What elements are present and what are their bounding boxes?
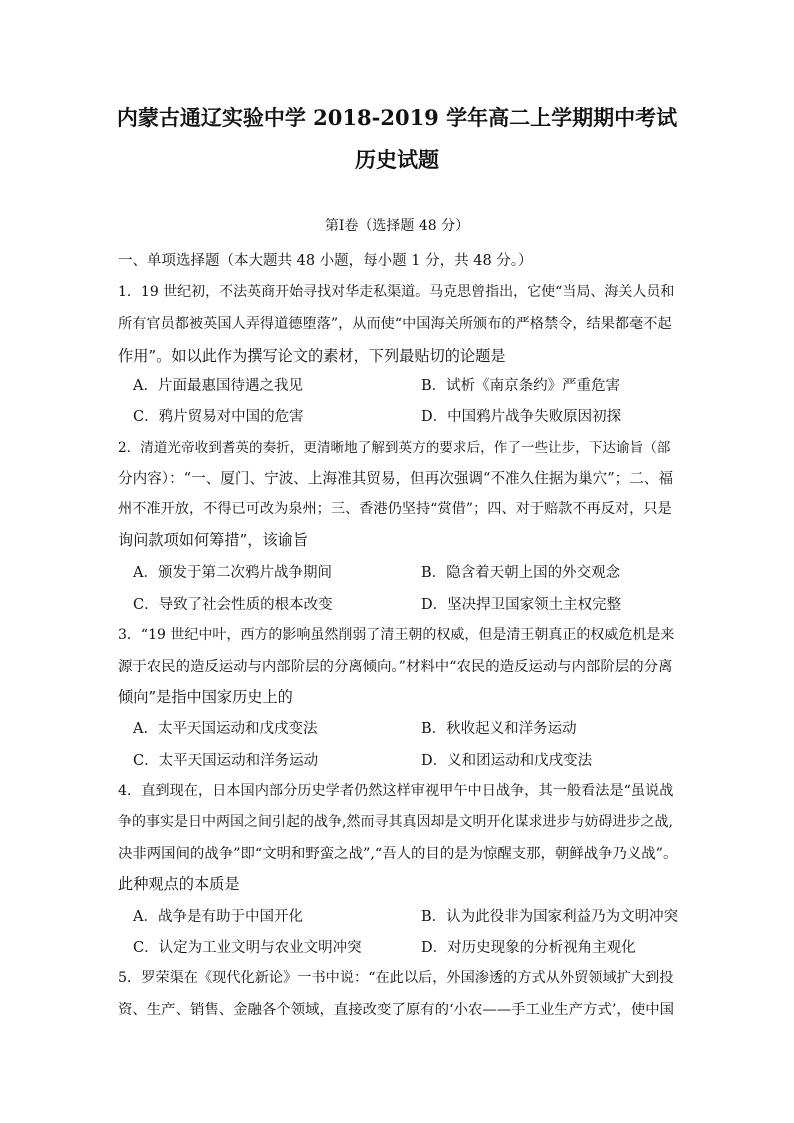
question-3-option-c: C．太平天国运动和洋务运动: [133, 753, 319, 769]
question-1-line-1: 1．19 世纪初，不法英商开始寻找对华走私渠道。马克思曾指出，它使“当局、海关人员和: [118, 284, 675, 300]
question-1-option-d: D．中国鸦片战争失败原因初探: [421, 409, 622, 425]
question-4-line-2: 争的事实是日中两国之间引起的战争,然而寻其真因却是文明开化谋求进步与妨碍进步之战,: [118, 814, 673, 830]
question-2-line-1: 2．清道光帝收到耆英的奏折，更清晰地了解到英方的要求后，作了一些让步，下达谕旨（部: [118, 440, 671, 456]
question-4-option-b: B．认为此役非为国家利益乃为文明冲突: [421, 909, 679, 925]
question-4-line-4: 此种观点的本质是: [118, 875, 240, 893]
question-3-line-2: 源于农民的造反运动与内部阶层的分离倾向。”材料中“农民的造反运动与内部阶层的分离: [118, 659, 673, 675]
question-4-option-a: A．战争是有助于中国开化: [133, 909, 303, 925]
question-2-option-a: A．颁发于第二次鸦片战争期间: [133, 565, 332, 581]
section-header: 第Ⅰ卷（选择题 48 分）: [324, 218, 470, 234]
question-3-option-b: B．秋收起义和洋务运动: [421, 721, 577, 737]
question-2-line-3: 州不准开放，不得已可改为泉州；三、香港仍坚持“赏借”；四、对于赔款不再反对，只是: [118, 501, 672, 517]
question-2-option-d: D．坚决捍卫国家领土主权完整: [421, 597, 622, 613]
question-1-option-b: B．试析《南京条约》严重危害: [421, 378, 621, 394]
question-2-option-b: B．隐含着天朝上国的外交观念: [421, 565, 621, 581]
question-5-line-1: 5．罗荣渠在《现代化新论》一书中说：“在此以后，外国渗透的方式从外贸领域扩大到投: [118, 970, 674, 986]
question-5-line-2: 资、生产、销售、金融各个领域，直接改变了原有的‘小农——手工业生产方式’，使中国: [118, 1002, 674, 1018]
question-3-option-d: D．义和团运动和戊戌变法: [421, 753, 593, 769]
question-2-line-4: 询问款项如何筹措”，该谕旨: [118, 531, 309, 549]
question-4-option-c: C．认定为工业文明与农业文明冲突: [133, 940, 362, 956]
question-1-line-3: 作用”。如以此作为撰写论文的素材，下列最贴切的论题是: [118, 347, 506, 365]
exam-subject: 历史试题: [355, 147, 439, 172]
question-3-line-1: 3．“19 世纪中叶，西方的影响虽然削弱了清王朝的权威，但是清王朝真正的权威危机是来: [118, 627, 675, 643]
question-4-line-1: 4．直到现在，日本国内部分历史学者仍然这样审视甲午中日战争，其一般看法是“虽说战: [118, 783, 674, 799]
question-4-option-d: D．对历史现象的分析视角主观化: [421, 940, 636, 956]
question-4-line-3: 决非两国间的战争”即“文明和野蛮之战”,“吾人的目的是为惊醒支那，朝鲜战争乃义战”。: [118, 846, 678, 862]
question-2-line-2: 分内容）：“一、厦门、宁波、上海准其贸易，但再次强调“不准久住据为巢穴”；二、福: [118, 470, 674, 487]
question-3-line-3: 倾向”是指中国家历史上的: [118, 688, 293, 706]
question-1-option-c: C．鸦片贸易对中国的危害: [133, 409, 304, 425]
question-2-option-c: C．导致了社会性质的根本改变: [133, 597, 333, 613]
exam-title: 内蒙古通辽实验中学 2018-2019 学年高二上学期期中考试: [116, 105, 678, 130]
question-1-line-2: 所有官员都被英国人弄得道德堕落”，从而使“中国海关所颁布的严格禁令，结果都毫不起: [118, 316, 672, 332]
question-1-option-a: A．片面最惠国待遇之我见: [133, 378, 303, 394]
instructions: 一、单项选择题（本大题共 48 小题，每小题 1 分，共 48 分。）: [118, 253, 533, 269]
question-3-option-a: A．太平天国运动和戊戌变法: [133, 721, 318, 737]
